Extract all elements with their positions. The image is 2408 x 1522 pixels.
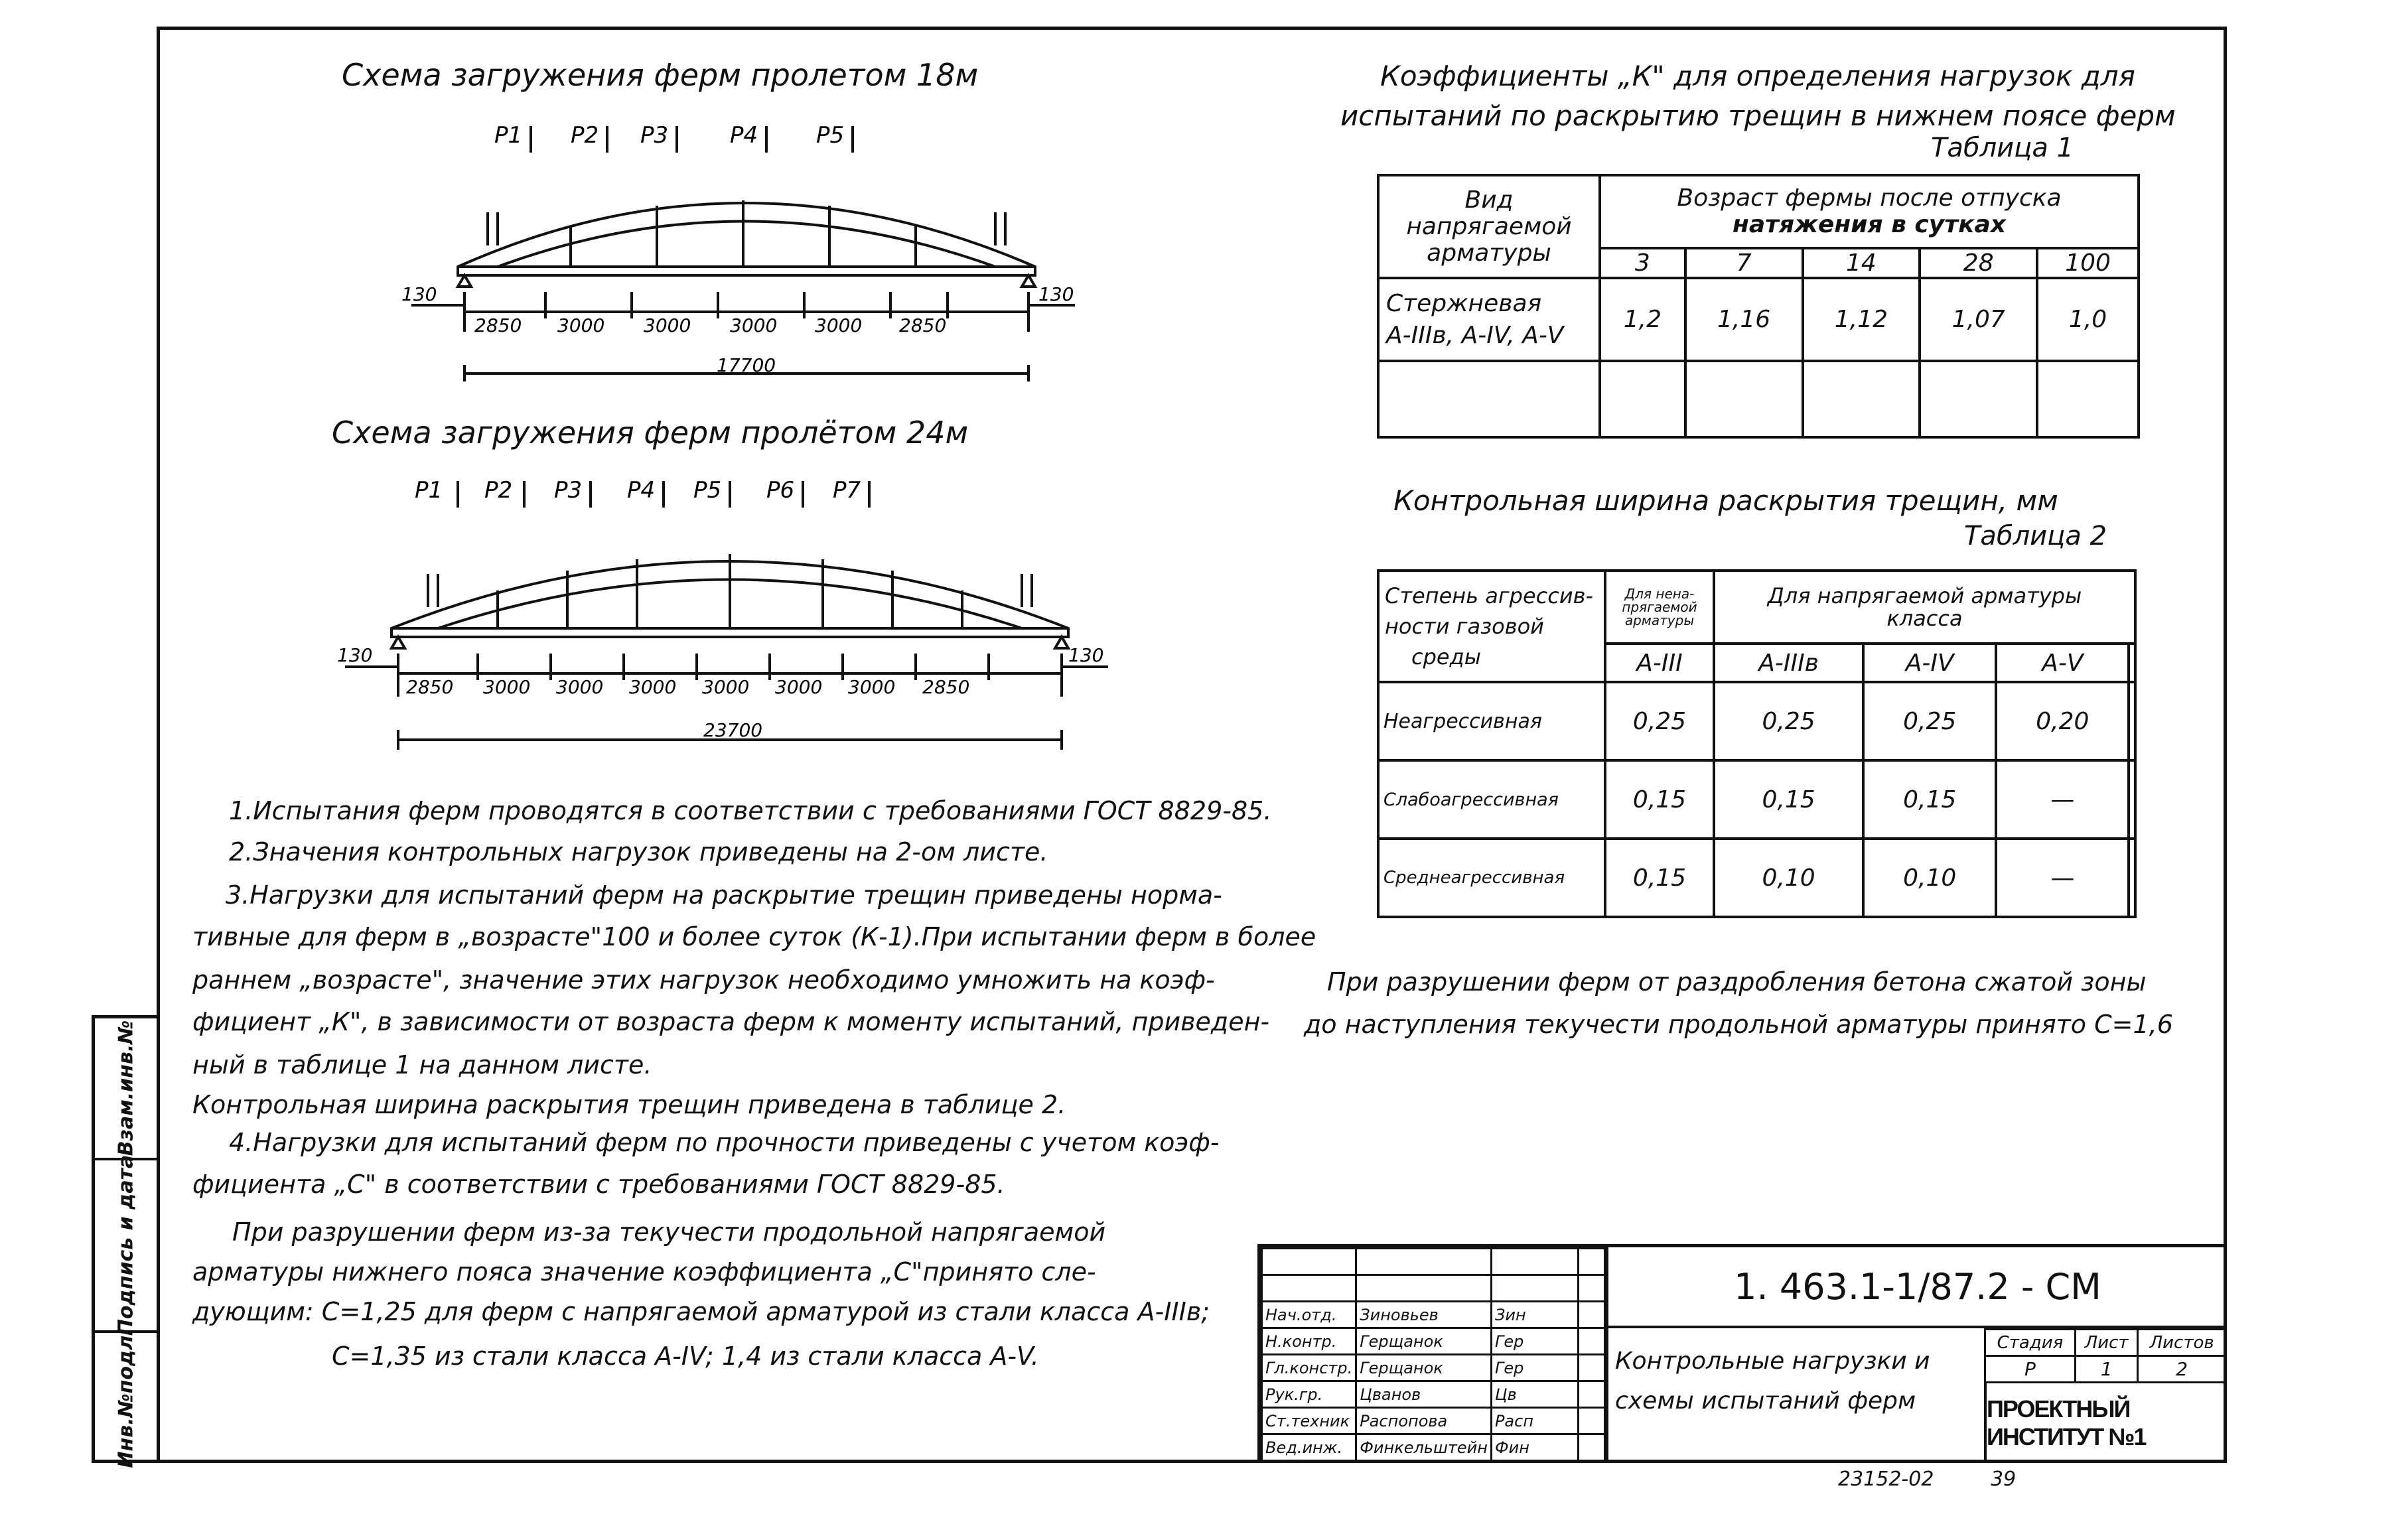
stamp-code: 1. 463.1-1/87.2 - СМ <box>1606 1247 2227 1328</box>
side-cell-sign: Подпись и дата <box>95 1158 157 1330</box>
dim-label: 3000 <box>557 314 605 336</box>
table2-value: — <box>1996 760 2129 839</box>
table1-age: 3 <box>1600 248 1685 278</box>
table2-value: 0,25 <box>1863 682 1996 760</box>
table2-value: 0,25 <box>1605 682 1714 760</box>
stamp-role: Рук.гр. <box>1262 1381 1356 1408</box>
stamp-sign: Цв <box>1491 1381 1578 1408</box>
table2-class: А-IIIв <box>1714 644 1863 682</box>
truss-outline <box>458 203 1035 275</box>
table1-head-type: Вид напрягаемой арматуры <box>1378 175 1600 278</box>
table2-value: 0,15 <box>1863 760 1996 839</box>
stamp-name: Финкельштейн <box>1356 1434 1492 1461</box>
load-label: P3 <box>640 122 669 149</box>
table2-value: 0,15 <box>1605 839 1714 917</box>
note-line: арматуры нижнего пояса значение коэффициента „С"принято сле- <box>192 1257 1096 1286</box>
load-label: P5 <box>693 477 722 504</box>
note-line: ный в таблице 1 на данном листе. <box>192 1050 652 1079</box>
load-label: P4 <box>627 477 656 504</box>
stamp-stage-head: Стадия <box>1985 1330 2076 1356</box>
stamp-name: Распопова <box>1356 1408 1492 1434</box>
note-line: фициент „К", в зависимости от возраста ферм к моменту испытаний, приведен- <box>192 1007 1270 1036</box>
table1-age: 14 <box>1803 248 1920 278</box>
table1-value: 1,12 <box>1803 278 1920 361</box>
note-line: Контрольная ширина раскрытия трещин приведена в таблице 2. <box>192 1090 1066 1119</box>
note-line: дующим: С=1,25 для ферм с напрягаемой арматурой из стали класса А-IIIв; <box>192 1297 1210 1326</box>
load-label: P7 <box>833 477 861 504</box>
dim-label: 2850 <box>899 314 947 336</box>
dim-label: 3000 <box>629 676 677 698</box>
load-label: P2 <box>484 477 513 504</box>
table1-head-age: Возраст фермы после отпуска натяжения в сутках <box>1600 175 2139 248</box>
note-line: раннем „возрасте", значение этих нагрузок необходимо умножить на коэф- <box>192 965 1215 995</box>
note-line: С=1,35 из стали класса А-IV; 1,4 из стали класса А-V. <box>332 1342 1039 1371</box>
table1-value: 1,2 <box>1600 278 1685 361</box>
offset-label: 130 <box>337 644 373 666</box>
table2-value: 0,20 <box>1996 682 2129 760</box>
offset-label: 130 <box>1068 644 1104 666</box>
offset-label: 130 <box>401 283 437 305</box>
table1-age: 100 <box>2037 248 2139 278</box>
note-line: При разрушении ферм из-за текучести продольной напрягаемой <box>232 1217 1106 1247</box>
table2-row-name: Среднеагрессивная <box>1378 839 1605 917</box>
load-label: P1 <box>415 477 443 504</box>
table2-head-env: Степень агрессив- ности газовой среды <box>1378 571 1605 682</box>
note-line: 3.Нагрузки для испытаний ферм на раскрытие трещин приведены норма- <box>226 880 1222 910</box>
table2-label: Таблица 2 <box>1964 521 2107 551</box>
table2-head-pre: Для напрягаемой арматуры класса <box>1714 571 2135 644</box>
note-line: 1.Испытания ферм проводятся в соответствии с требованиями ГОСТ 8829-85. <box>229 796 1272 825</box>
scheme18-title: Схема загружения ферм пролетом 18м <box>342 57 979 93</box>
scheme18-drawing <box>372 113 1128 391</box>
dim-label: 3000 <box>483 676 531 698</box>
note-line: тивные для ферм в „возрасте"100 и более суток (К-1).При испытании ферм в более <box>192 922 1316 951</box>
stamp-role: Н.контр. <box>1262 1328 1356 1355</box>
load-label: P4 <box>730 122 758 149</box>
table2-class: А-IV <box>1863 644 1996 682</box>
table2-value: 0,10 <box>1714 839 1863 917</box>
dim-label: 2850 <box>406 676 454 698</box>
table1-title: испытаний по раскрытию трещин в нижнем поясе ферм <box>1340 100 2176 132</box>
stamp-stage: Р <box>1985 1356 2076 1383</box>
load-label: P5 <box>816 122 845 149</box>
table2-row-name: Слабоагрессивная <box>1378 760 1605 839</box>
scheme24-title: Схема загружения ферм пролётом 24м <box>332 415 969 450</box>
stamp-sheet: 1 <box>2075 1356 2137 1383</box>
table1-label: Таблица 1 <box>1931 133 2074 163</box>
stamp-sign: Фин <box>1491 1434 1578 1461</box>
stamp-role: Вед.инж. <box>1262 1434 1356 1461</box>
stamp-organization: ПРОЕКТНЫЙ ИНСТИТУТ №1 <box>1984 1383 2227 1463</box>
stamp-role: Гл.констр. <box>1262 1355 1356 1381</box>
stamp-role: Ст.техник <box>1262 1408 1356 1434</box>
stamp-name: Герщанок <box>1356 1328 1492 1355</box>
stamp-role: Нач.отд. <box>1262 1302 1356 1328</box>
table2-class: А-III <box>1605 644 1714 682</box>
table2-value: 0,15 <box>1714 760 1863 839</box>
table2-value: — <box>1996 839 2129 917</box>
note-line: 2.Значения контрольных нагрузок приведены на 2-ом листе. <box>229 837 1048 866</box>
table2 <box>1377 569 2137 918</box>
table1-value: 1,07 <box>1920 278 2037 361</box>
stamp-name: Цванов <box>1356 1381 1492 1408</box>
table2-head-nonpre: Для нена- прягаемой арматуры <box>1605 571 1714 644</box>
dim-label: 3000 <box>556 676 604 698</box>
stamp-name: Герщанок <box>1356 1355 1492 1381</box>
table2-class: А-V <box>1996 644 2129 682</box>
stamp-sheets-head: Листов <box>2138 1330 2226 1356</box>
right-note: до наступления текучести продольной арматуры принято С=1,6 <box>1304 1010 2173 1039</box>
offset-label: 130 <box>1038 283 1074 305</box>
title-block <box>1257 1244 2227 1463</box>
note-line: фициента „С" в соответствии с требованиями ГОСТ 8829-85. <box>192 1170 1005 1199</box>
dim-label: 3000 <box>848 676 896 698</box>
stamp-sign: Гер <box>1491 1355 1578 1381</box>
stamp-sheets: 2 <box>2138 1356 2226 1383</box>
load-label: P2 <box>571 122 599 149</box>
bottom-number: 39 <box>1991 1468 2017 1491</box>
table2-title: Контрольная ширина раскрытия трещин, мм <box>1393 484 2058 517</box>
table2-value: 0,25 <box>1714 682 1863 760</box>
side-cell-exchange: Взам.инв.№ <box>114 1020 137 1156</box>
load-label: P1 <box>494 122 523 149</box>
bottom-code: 23152-02 <box>1838 1468 1934 1491</box>
stamp-sign: Расп <box>1491 1408 1578 1434</box>
right-note: При разрушении ферм от раздробления бетона сжатой зоны <box>1327 967 2147 997</box>
table2-row-name: Неагрессивная <box>1378 682 1605 760</box>
table1-value: 1,16 <box>1685 278 1803 361</box>
table1-value: 1,0 <box>2037 278 2139 361</box>
scheme24-drawing <box>325 468 1121 760</box>
total-dim-label: 17700 <box>717 354 776 376</box>
stamp-name: Зиновьев <box>1356 1302 1492 1328</box>
dim-label: 3000 <box>730 314 778 336</box>
note-line: 4.Нагрузки для испытаний ферм по прочности приведены с учетом коэф- <box>229 1128 1220 1157</box>
table2-value: 0,15 <box>1605 760 1714 839</box>
table1 <box>1377 174 2140 439</box>
table2-value: 0,10 <box>1863 839 1996 917</box>
stamp-sheet-head: Лист <box>2075 1330 2137 1356</box>
dim-label: 3000 <box>775 676 823 698</box>
dim-label: 3000 <box>815 314 863 336</box>
table1-row-name: Стержневая А-IIIв, А-IV, А-V <box>1378 278 1600 361</box>
dim-label: 3000 <box>644 314 691 336</box>
stamp-sign: Гер <box>1491 1328 1578 1355</box>
load-label: P6 <box>766 477 795 504</box>
stamp-sign: Зин <box>1491 1302 1578 1328</box>
dim-label: 3000 <box>702 676 750 698</box>
stamp-description: Контрольные нагрузки и схемы испытаний ферм <box>1606 1328 1984 1463</box>
dim-label: 2850 <box>922 676 970 698</box>
dim-label: 2850 <box>474 314 522 336</box>
truss-inner-chord <box>498 222 995 267</box>
table1-title: Коэффициенты „К" для определения нагрузок для <box>1380 60 2135 92</box>
stamp-signatures <box>1261 1247 1606 1462</box>
table1-age: 7 <box>1685 248 1803 278</box>
stamp-sheet-info <box>1984 1328 2227 1383</box>
side-cell-inv: Инв.№подл. <box>95 1330 157 1463</box>
side-stamp <box>92 1015 157 1468</box>
total-dim-label: 23700 <box>703 719 763 741</box>
load-label: P3 <box>554 477 583 504</box>
table1-age: 28 <box>1920 248 2037 278</box>
